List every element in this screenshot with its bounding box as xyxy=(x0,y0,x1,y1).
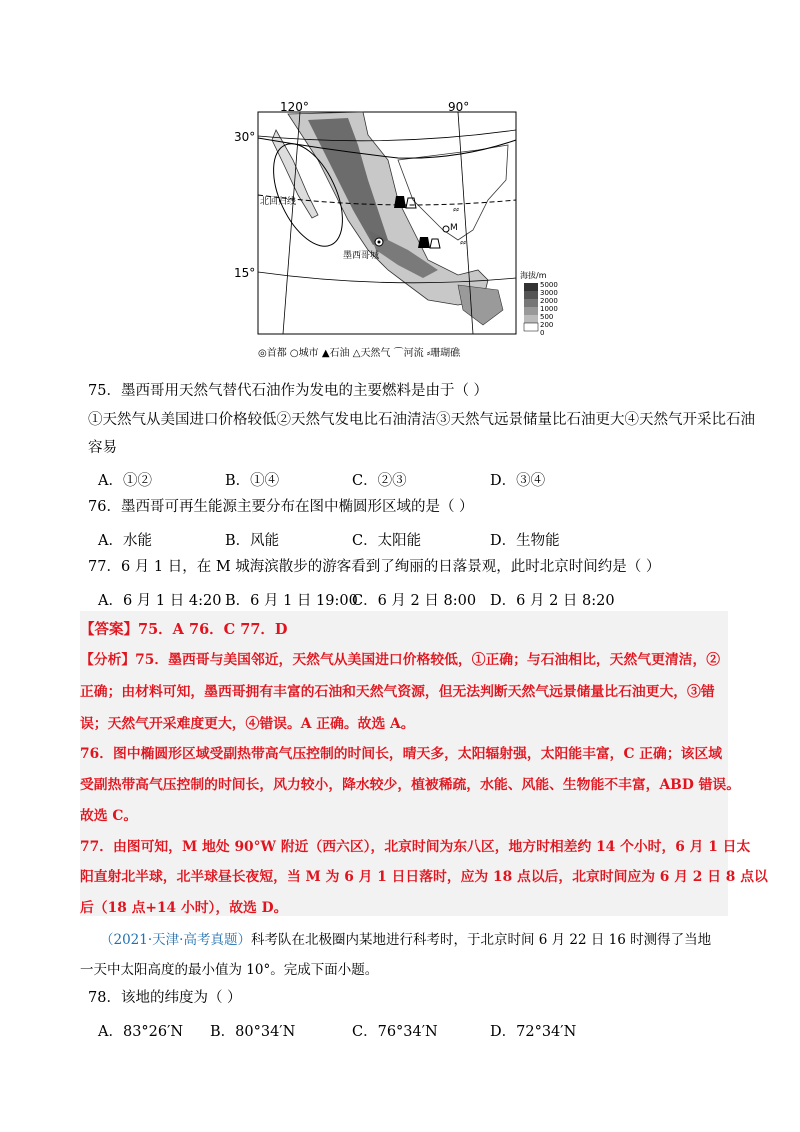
q76-option-c[interactable]: C．太阳能 xyxy=(352,533,422,549)
legend-title: 海拔/m xyxy=(520,271,547,280)
analysis-line: 阳直射北半球，北半球昼长夜短，当 M 为 6 月 1 日日落时，应为 18 点以后，北京时间应为 6 月 2 日 8 点以 xyxy=(80,869,768,885)
q75-option-d[interactable]: D．③④ xyxy=(490,473,546,489)
analysis-line: 【分析】75．墨西哥与美国邻近，天然气从美国进口价格较低，①正确；与石油相比，天然气更清洁，② xyxy=(80,652,721,668)
q76-option-b[interactable]: B．风能 xyxy=(225,533,280,549)
q78-option-a[interactable]: A．83°26′N xyxy=(98,1024,184,1040)
capital-icon: ◎ xyxy=(258,348,267,359)
source-tag[interactable]: （2021·天津·高考真题） xyxy=(100,932,251,948)
lat-30-label: 30° xyxy=(234,130,256,144)
elevation-level: 1000 xyxy=(540,305,558,313)
elevation-level: 200 xyxy=(540,321,554,329)
q75-stem2: ①天然气从美国进口价格较低②天然气发电比石油清洁③天然气远景储量比石油更大④天然气开采比石油 xyxy=(88,412,755,428)
q78-option-b[interactable]: B．80°34′N xyxy=(210,1024,296,1040)
answer-line: 【答案】75．A 76．C 77．D xyxy=(80,621,288,638)
legend-gas: 天然气 xyxy=(360,348,391,359)
elevation-level: 2000 xyxy=(540,297,558,305)
q77-option-d[interactable]: D．6 月 2 日 8:20 xyxy=(490,593,615,609)
q77-option-c[interactable]: C．6 月 2 日 8:00 xyxy=(352,593,477,609)
analysis-line: 误；天然气开采难度更大，④错误。A 正确。故选 A。 xyxy=(80,716,415,732)
lon-120-label: 120° xyxy=(280,100,309,114)
svg-text:⸗⸗: ⸗⸗ xyxy=(453,205,459,215)
elevation-level: 5000 xyxy=(540,281,558,289)
svg-text:⸗⸗: ⸗⸗ xyxy=(460,238,466,248)
lat-15-label: 15° xyxy=(234,266,256,280)
gas-icon: △ xyxy=(352,348,361,359)
oil-icon: ▲ xyxy=(321,348,330,359)
q75-stem3: 容易 xyxy=(88,440,117,456)
q75-stem: 75．墨西哥用天然气替代石油作为发电的主要燃料是由于（ ） xyxy=(88,383,489,399)
legend-city: 城市 xyxy=(298,348,319,359)
legend-river: 河流 xyxy=(403,348,424,359)
oil-icon xyxy=(418,237,430,248)
river-icon: ⌒ xyxy=(393,348,404,359)
elevation-level: 3000 xyxy=(540,289,558,297)
q78-intro xyxy=(100,930,711,950)
q75-option-c[interactable]: C．②③ xyxy=(352,473,407,489)
analysis-line: 正确；由材料可知，墨西哥拥有丰富的石油和天然气资源，但无法判断天然气远景储量比石油更大，③错 xyxy=(80,684,715,700)
capital-label: 墨西哥城 xyxy=(343,251,380,261)
m-city-label: M xyxy=(450,223,458,233)
elevation-level: 500 xyxy=(540,313,554,321)
map-figure xyxy=(234,100,558,362)
intro-text: 科考队在北极圈内某地进行科考时，于北京时间 6 月 22 日 16 时测得了当地 xyxy=(250,932,712,948)
q78-stem: 78．该地的纬度为（ ） xyxy=(88,990,242,1006)
q75-option-a[interactable]: A．①② xyxy=(98,473,152,489)
tropic-label: 北回归线 xyxy=(260,197,297,207)
q77-stem: 77．6 月 1 日，在 M 城海滨散步的游客看到了绚丽的日落景观，此时北京时间约是（ ） xyxy=(88,559,661,575)
legend-capital: 首都 xyxy=(266,348,287,359)
q76-option-a[interactable]: A．水能 xyxy=(98,533,152,549)
map-legend xyxy=(258,344,460,359)
map-svg xyxy=(248,100,550,362)
q75-option-b[interactable]: B．①④ xyxy=(225,473,280,489)
elevation-level: 0 xyxy=(540,329,545,337)
analysis-line: 后（18 点+14 小时），故选 D。 xyxy=(80,900,288,916)
q76-option-d[interactable]: D．生物能 xyxy=(490,533,560,549)
lon-90-label: 90° xyxy=(448,100,470,114)
q78-option-c[interactable]: C．76°34′N xyxy=(352,1024,438,1040)
analysis-line: 故选 C。 xyxy=(80,808,138,824)
city-icon: ○ xyxy=(289,348,299,359)
coral-icon: ⸗ xyxy=(426,348,431,359)
elevation-legend xyxy=(540,281,558,337)
legend-coral: 珊瑚礁 xyxy=(430,348,461,359)
analysis-line: 76．图中椭圆形区域受副热带高气压控制的时间长，晴天多，太阳辐射强，太阳能丰富，C 正确；该区域 xyxy=(80,746,723,762)
q76-stem: 76．墨西哥可再生能源主要分布在图中椭圆形区域的是（ ） xyxy=(88,499,474,515)
analysis-line: 受副热带高气压控制的时间长，风力较小，降水较少，植被稀疏，水能、风能、生物能不丰富，ABD 错误。 xyxy=(80,777,740,793)
q78-intro-2: 一天中太阳高度的最小值为 10°。完成下面小题。 xyxy=(80,962,379,978)
q78-option-d[interactable]: D．72°34′N xyxy=(490,1024,577,1040)
legend-oil: 石油 xyxy=(329,348,350,359)
analysis-line: 77．由图可知，M 地处 90°W 附近（西六区），北京时间为东八区，地方时相差约 14 个小时，6 月 1 日太 xyxy=(80,839,751,855)
q77-option-a[interactable]: A．6 月 1 日 4:20 xyxy=(98,593,222,609)
oil-icon xyxy=(394,196,406,208)
q77-option-b[interactable]: B．6 月 1 日 19:00 xyxy=(225,593,358,609)
